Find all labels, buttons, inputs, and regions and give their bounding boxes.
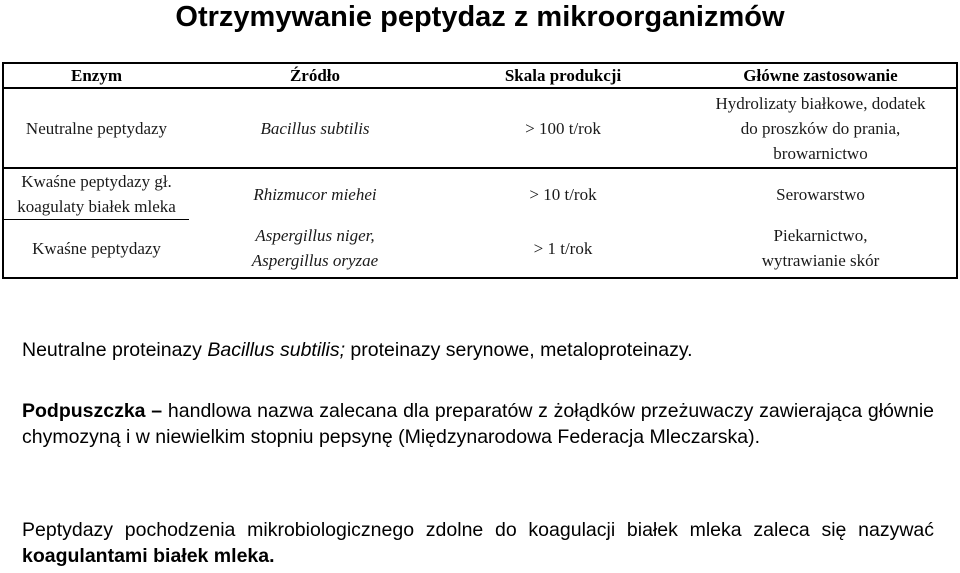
cell-source	[189, 168, 441, 220]
cell-enzyme	[3, 220, 189, 279]
cell-enzyme	[3, 88, 189, 168]
term-rennet: Podpuszczka	[22, 400, 146, 422]
cell-source-line: Aspergillus oryzae	[251, 251, 379, 271]
cell-enzyme-line: Kwaśne peptydazy gł.	[21, 172, 172, 191]
cell-use-line: Hydrolizaty białkowe, dodatek	[715, 93, 926, 113]
paragraph-rennet-definition	[22, 398, 934, 450]
cell-enzyme	[3, 168, 189, 220]
cell-scale: > 10 t/rok	[529, 184, 597, 204]
paragraph-text: proteinazy serynowe, metaloproteinazy.	[345, 339, 693, 361]
cell-enzyme-line: Kwaśne peptydazy	[32, 239, 161, 258]
header-enzyme: Enzym	[3, 63, 189, 88]
paragraph-text: Peptydazy pochodzenia mikrobiologicznego zdolne do koagulacji białek mleka zaleca się nazywać	[22, 519, 934, 541]
enzyme-table	[2, 62, 958, 279]
cell-use	[685, 220, 957, 279]
paragraph-text: handlowa nazwa zalecana dla preparatów z żołądków przeżuwaczy zawierająca głównie chymozyną i w niewielkim stopniu pepsynę (Międzynarodowa Federacja Mleczarska).	[22, 400, 935, 448]
cell-source-line: Aspergillus niger,	[255, 226, 375, 246]
cell-source	[189, 88, 441, 168]
term-coagulants: koagulantami białek mleka.	[22, 545, 275, 567]
cell-use	[685, 168, 957, 220]
cell-use-line: Serowarstwo	[776, 184, 865, 204]
slide-title: Otrzymywanie peptydaz z mikroorganizmów	[175, 1, 785, 33]
cell-use	[685, 88, 957, 168]
cell-enzyme-line: Neutralne peptydazy	[25, 118, 168, 138]
term-dash: –	[145, 400, 168, 422]
header-source: Źródło	[189, 63, 441, 88]
cell-source-line: Rhizmucor miehei	[253, 184, 377, 204]
header-use: Główne zastosowanie	[685, 63, 957, 88]
cell-scale: > 1 t/rok	[441, 220, 685, 279]
header-scale: Skala produkcji	[441, 63, 685, 88]
paragraph-neutral-proteinases	[22, 337, 934, 363]
cell-use-line: browarnictwo	[773, 143, 868, 163]
cell-scale: > 100 t/rok	[441, 88, 685, 168]
cell-source-line: Bacillus subtilis	[260, 118, 370, 138]
cell-use-line: Piekarnictwo,	[773, 226, 868, 246]
cell-source	[189, 220, 441, 279]
table-row	[3, 220, 957, 279]
cell-use-line: do proszków do prania,	[740, 118, 901, 138]
paragraph-coagulants	[22, 517, 934, 569]
species-name: Bacillus subtilis;	[207, 339, 345, 361]
table-row	[3, 168, 957, 220]
cell-enzyme-line: koagulaty białek mleka	[17, 197, 176, 216]
table-header-row	[3, 63, 957, 88]
cell-use-line: wytrawianie skór	[761, 251, 880, 271]
paragraph-text: Neutralne proteinazy	[22, 339, 208, 361]
table-row	[3, 88, 957, 168]
